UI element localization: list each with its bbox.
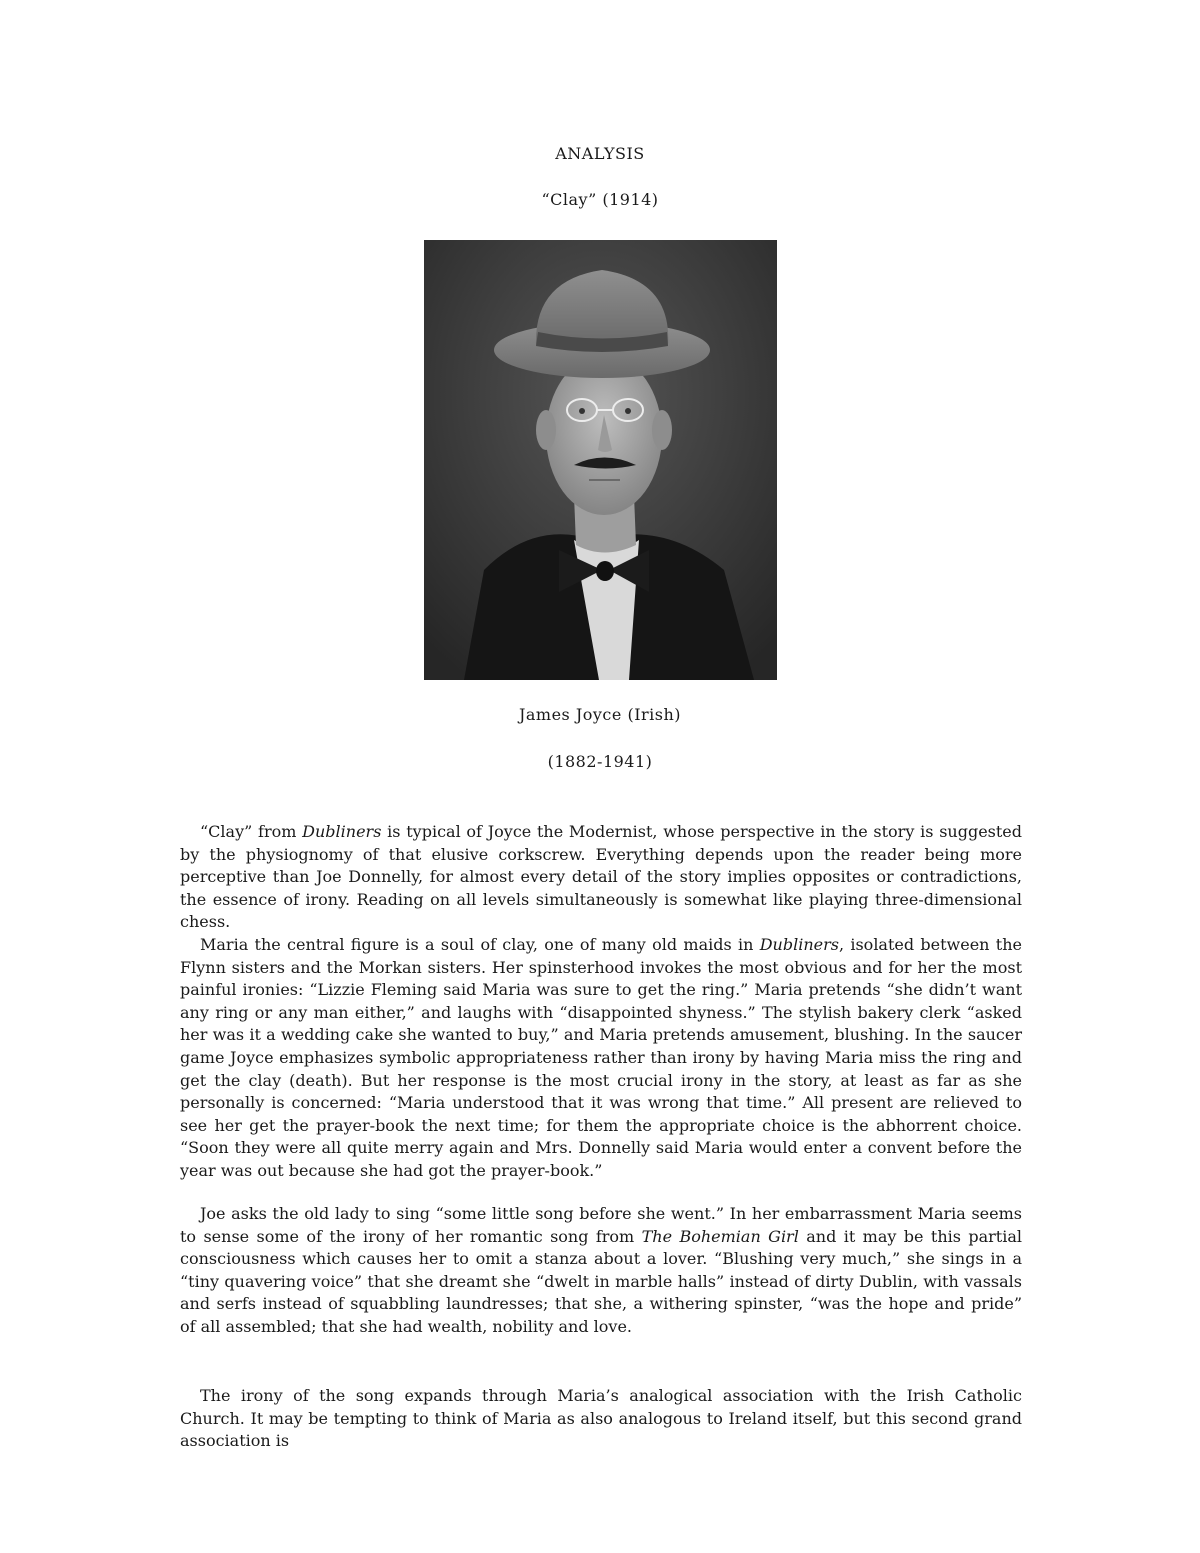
story-title: “Clay” (1914) xyxy=(541,190,659,209)
book-title: Dubliners xyxy=(302,822,382,841)
body-paragraph-4 xyxy=(180,1385,1022,1453)
body-paragraph-1 xyxy=(180,821,1022,934)
author-caption-dates: (1882-1941) xyxy=(547,752,653,771)
paragraph-text: “Clay” from xyxy=(200,822,303,841)
paragraph-text: , isolated between the Flynn sisters and the Morkan sisters. Her spinsterhood invokes the most obvious and for her the most painful ironies: “Lizzie Fleming said Maria was sure to get the ring.” Maria pretends “she didn’t want any ring or any man either,” and laughs with “disappointed shyness.” The stylish bakery clerk “asked her was it a wedding cake she wanted to buy,” and Maria pretends amusement, blushing. In the saucer game Joyce emphasizes symbolic appropriateness rather than irony by having Maria miss the ring and get the clay (death). But her response is the most crucial irony in the story, at least as far as she personally is concerned: “Maria understood that it was wrong that time.” All present are relieved to see her get the prayer-book the next time; for them the appropriate choice is the abhorrent choice. “Soon they were all quite merry again and Mrs. Donnelly said Maria would enter a convent before the year was out because she had got the prayer-book.” xyxy=(180,935,1022,1180)
author-portrait-photo xyxy=(424,240,777,680)
paragraph-text: and it may be this partial consciousness which causes her to omit a stanza about a lover. “Blushing very much,” she sings in a “tiny quavering voice” that she dreamt she “dwelt in marble halls” instead of dirty Dublin, with vassals and serfs instead of squabbling laundresses; that she, a withering spinster, “was the hope and pride” of all assembled; that she had wealth, nobility and love. xyxy=(180,1226,1022,1336)
author-caption-name: James Joyce (Irish) xyxy=(518,705,682,724)
book-title: Dubliners xyxy=(759,935,839,954)
paragraph-text: is typical of Joyce the Modernist, whose perspective in the story is suggested by the physiognomy of that elusive corkscrew. Everything depends upon the reader being more perceptive than Joe Donnelly, for almost every detail of the story implies opposites or contradictions, the essence of irony. Reading on all levels simultaneously is somewhat like playing three-dimensional chess. xyxy=(180,822,1023,932)
paragraph-text: Maria the central figure is a soul of clay, one of many old maids in xyxy=(200,935,760,954)
paragraph-text: Joe asks the old lady to sing “some little song before she went.” In her embarrassment Maria seems to sense some of the irony of her romantic song from xyxy=(180,1204,1022,1246)
body-paragraph-3 xyxy=(180,1203,1022,1339)
paragraph-text: The irony of the song expands through Maria’s analogical association with the Irish Catholic Church. It may be tempting to think of Maria as also analogous to Ireland itself, but this second grand association is xyxy=(180,1386,1022,1451)
opera-title: The Bohemian Girl xyxy=(641,1226,799,1246)
document-heading: ANALYSIS xyxy=(555,144,645,163)
body-paragraph-2 xyxy=(180,934,1022,1183)
